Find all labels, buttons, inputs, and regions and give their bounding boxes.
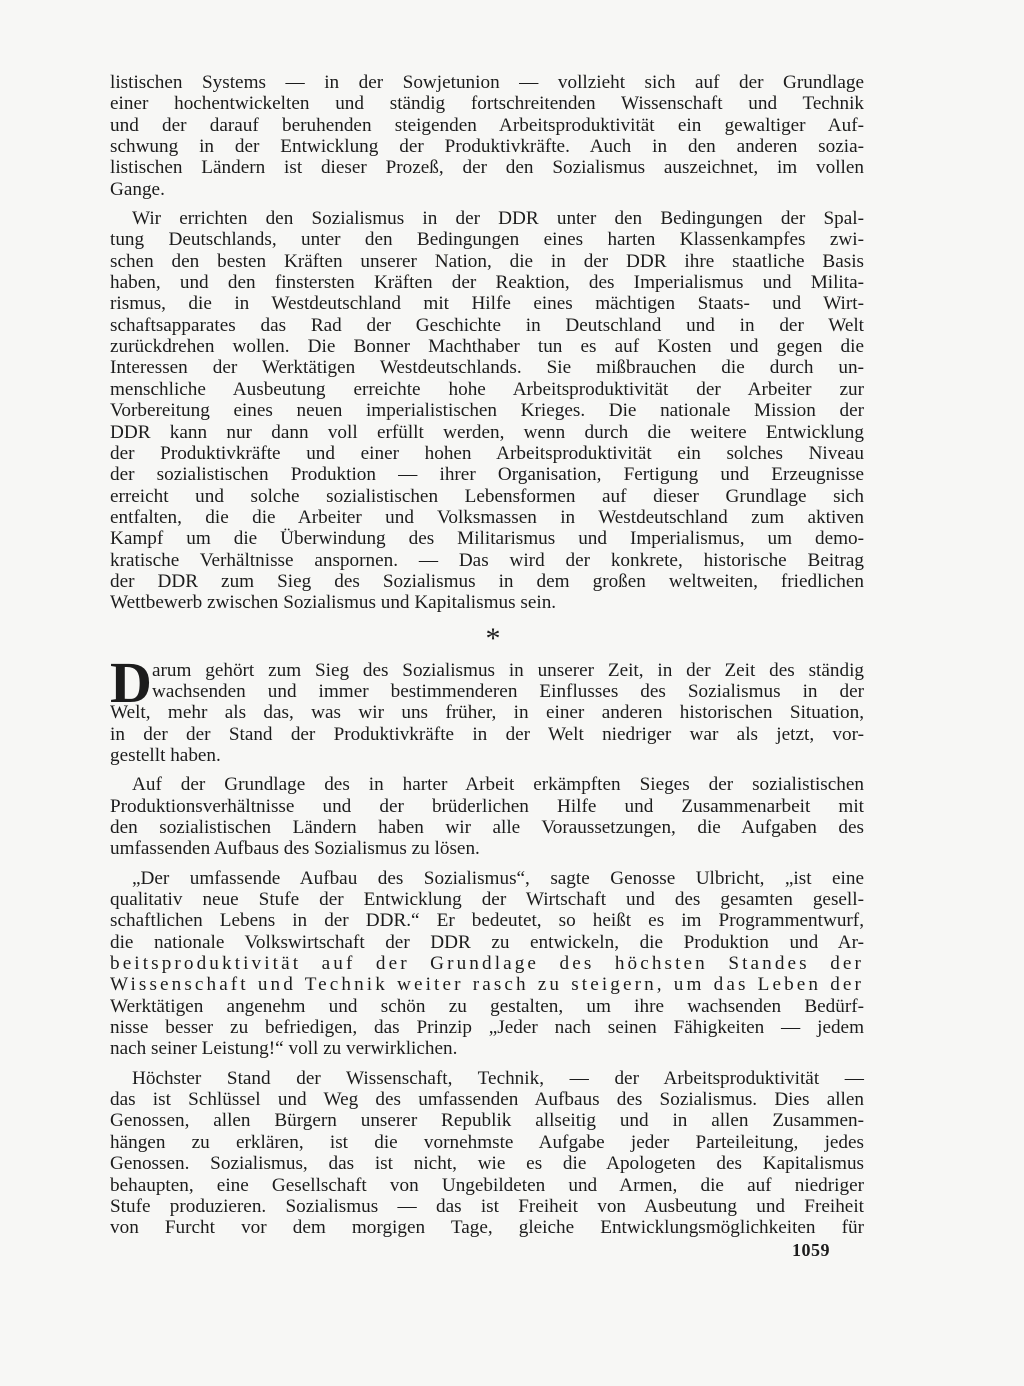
- text-line: in der der Stand der Produktivkräfte in der Welt niedriger war als jetzt, vor-: [110, 723, 864, 745]
- text-line: Interessen der Werktätigen Westdeutschlands. Sie mißbrauchen die durch un-: [110, 357, 864, 379]
- text-line: haben, und den finstersten Kräften der Reaktion, des Imperialismus und Milita-: [110, 272, 864, 294]
- text-line: wachsenden und immer bestimmenderen Einflusses des Sozialismus in der: [152, 680, 864, 702]
- text-line: zurückdrehen wollen. Die Bonner Machthaber tun es auf Kosten und gegen die: [110, 336, 864, 358]
- text-line: schaftlichen Lebens in der DDR.“ Er bedeutet, so heißt es im Programmentwurf,: [110, 910, 864, 932]
- text-line: Wir errichten den Sozialismus in der DDR unter den Bedingungen der Spal-: [132, 208, 864, 230]
- page-body: [110, 72, 864, 1239]
- text-line: listischen Systems — in der Sowjetunion — vollzieht sich auf der Grundlage: [110, 72, 864, 93]
- text-line: schwung in der Entwicklung der Produktivkräfte. Auch in den anderen sozia-: [110, 136, 864, 158]
- text-line: Genossen. Sozialismus, das ist nicht, wie es die Apologeten des Kapitalismus: [110, 1153, 864, 1175]
- paragraph-3: [110, 649, 864, 767]
- text-line: behaupten, eine Gesellschaft von Ungebildeten und Armen, die auf niedriger: [110, 1174, 864, 1196]
- text-line: Höchster Stand der Wissenschaft, Technik, — der Arbeitsproduktivität —: [132, 1067, 864, 1089]
- text-line: die nationale Volkswirtschaft der DDR zu entwickeln, die Produktion und Ar-: [110, 931, 864, 953]
- text-line: der DDR zum Sieg des Sozialismus in dem großen weltweiten, friedlichen: [110, 570, 864, 592]
- text-line: nach seiner Leistung!“ voll zu verwirklichen.: [110, 1038, 458, 1060]
- text-line: rismus, die in Westdeutschland mit Hilfe eines mächtigen Staats- und Wirt-: [110, 293, 864, 315]
- page-number: 1059: [792, 1240, 830, 1260]
- text-line: tung Deutschlands, unter den Bedingungen eines harten Klassenkampfes zwi-: [110, 229, 864, 251]
- text-line: nisse besser zu befriedigen, das Prinzip „Jeder nach seinen Fähigkeiten — jedem: [110, 1017, 864, 1039]
- text-line: das ist Schlüssel und Weg des umfassenden Aufbaus des Sozialismus. Dies allen: [110, 1089, 864, 1111]
- text-line: schaftsapparates das Rad der Geschichte in Deutschland und in der Welt: [110, 314, 864, 336]
- paragraph-1: [110, 72, 864, 200]
- text-line: von Furcht vor dem morgigen Tage, gleiche Entwicklungsmöglichkeiten für: [110, 1217, 864, 1239]
- text-line: Gange.: [110, 178, 165, 200]
- text-line: Welt, mehr als das, was wir uns früher, in einer anderen historischen Situation,: [110, 702, 864, 724]
- text-line: schen den besten Kräften unserer Nation, die in der DDR ihre staatliche Basis: [110, 250, 864, 272]
- text-line: hängen zu erklären, ist die vornehmste Aufgabe jeder Parteileitung, jedes: [110, 1131, 864, 1153]
- text-line: gestellt haben.: [110, 744, 221, 766]
- text-line: „Der umfassende Aufbau des Sozialismus“, sagte Genosse Ulbricht, „ist eine: [132, 867, 864, 889]
- text-line: Vorbereitung eines neuen imperialistischen Krieges. Die nationale Mission der: [110, 400, 864, 422]
- text-line: menschliche Ausbeutung erreichte hohe Arbeitsproduktivität der Arbeiter zur: [110, 378, 864, 400]
- text-line: kratische Verhältnisse anspornen. — Das wird der konkrete, historische Beitrag: [110, 549, 864, 571]
- text-line: der sozialistischen Produktion — ihrer Organisation, Fertigung und Erzeugnisse: [110, 464, 864, 486]
- paragraph-4: [110, 774, 864, 859]
- text-line: und der darauf beruhenden steigenden Arbeitsproduktivität ein gewaltiger Auf-: [110, 114, 864, 136]
- text-line-emphasized: Wissenschaft und Technik weiter rasch zu steigern, um das Leben der: [110, 974, 864, 996]
- text-line: den sozialistischen Ländern haben wir alle Voraussetzungen, die Aufgaben des: [110, 817, 864, 838]
- text-line: Stufe produzieren. Sozialismus — das ist Freiheit von Ausbeutung und Freiheit: [110, 1195, 864, 1217]
- text-line: der Produktivkräfte und einer hohen Arbeitsproduktivität ein solches Niveau: [110, 442, 864, 464]
- text-line-emphasized: beitsproduktivität auf der Grundlage des höchsten Standes der: [110, 953, 864, 975]
- text-line: umfassenden Aufbaus des Sozialismus zu lösen.: [110, 838, 480, 860]
- text-line: DDR kann nur dann voll erfüllt werden, wenn durch die weitere Entwicklung: [110, 421, 864, 443]
- section-separator: *: [485, 621, 501, 655]
- drop-cap: D: [110, 649, 152, 715]
- text-line: entfalten, die die Arbeiter und Volksmassen in Westdeutschland zum aktiven: [110, 506, 864, 528]
- text-line: Wettbewerb zwischen Sozialismus und Kapitalismus sein.: [110, 592, 557, 614]
- text-line: erreicht und solche sozialistischen Lebensformen auf dieser Grundlage sich: [110, 485, 864, 507]
- paragraph-5: [110, 868, 864, 1060]
- paragraph-6: [110, 1068, 864, 1239]
- text-line: Werktätigen angenehm und schön zu gestalten, um ihre wachsenden Bedürf-: [110, 995, 864, 1017]
- text-line: Genossen, allen Bürgern unserer Republik allseitig und in allen Zusammen-: [110, 1110, 864, 1132]
- paragraph-2: [110, 208, 864, 614]
- text-line: qualitativ neue Stufe der Entwicklung der Wirtschaft und des gesamten gesell-: [110, 889, 864, 911]
- text-line: arum gehört zum Sieg des Sozialismus in unserer Zeit, in der Zeit des ständig: [152, 659, 864, 681]
- text-line: Produktionsverhältnisse und der brüderlichen Hilfe und Zusammenarbeit mit: [110, 795, 864, 817]
- text-line: einer hochentwickelten und ständig fortschreitenden Wissenschaft und Technik: [110, 93, 864, 115]
- text-line: Auf der Grundlage des in harter Arbeit erkämpften Sieges der sozialistischen: [132, 774, 864, 796]
- text-line: listischen Ländern ist dieser Prozeß, der den Sozialismus auszeichnet, im vollen: [110, 157, 864, 179]
- text-line: Kampf um die Überwindung des Militarismus und Imperialismus, um demo-: [110, 528, 864, 550]
